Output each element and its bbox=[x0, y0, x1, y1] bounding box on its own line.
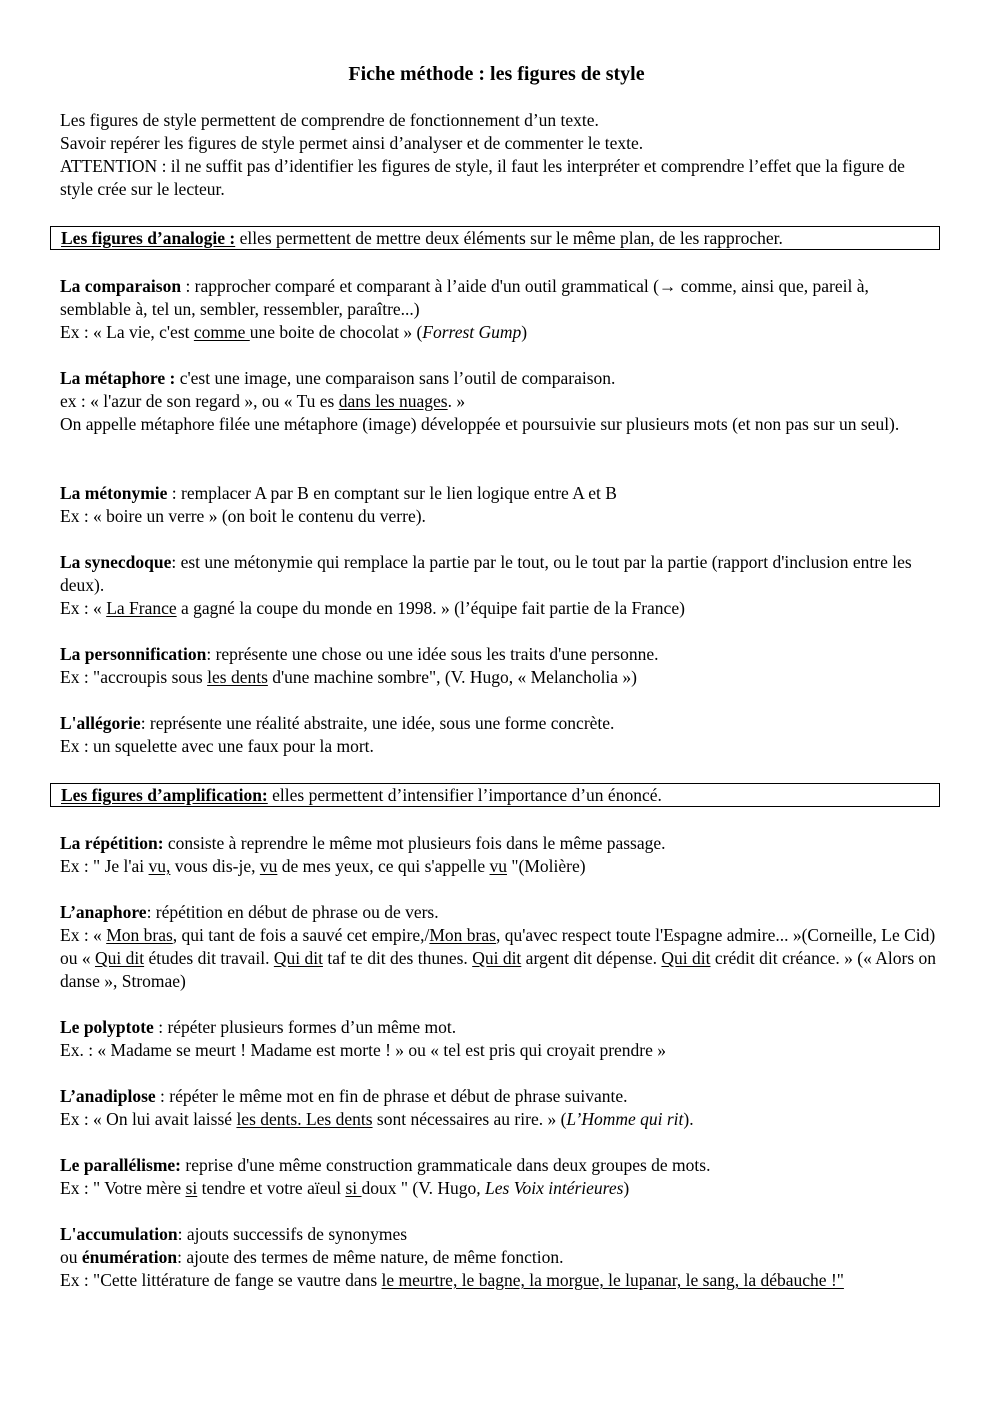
ex-anadiplose-u: les dents. Les dents bbox=[236, 1109, 373, 1129]
def-parallelisme: reprise d'une même construction grammaticale dans deux groupes de mots. bbox=[181, 1155, 711, 1175]
def-enumeration: : ajoute des termes de même nature, de même fonction. bbox=[177, 1247, 564, 1267]
ex-anaphore-d: études dit travail. bbox=[144, 948, 274, 968]
ex-comparaison-u: comme bbox=[193, 322, 250, 342]
ex-comparaison-a: Ex : « La vie, c'est bbox=[60, 322, 194, 342]
def-metonymie: : remplacer A par B en comptant sur le lien logique entre A et B bbox=[167, 483, 617, 503]
ex-anaphore-a: Ex : « bbox=[60, 925, 107, 945]
ex-parallelisme-b: tendre et votre aïeul bbox=[197, 1178, 346, 1198]
polyptote-block bbox=[60, 1016, 940, 1062]
parallelisme-block bbox=[60, 1154, 940, 1200]
comparaison-block bbox=[60, 275, 940, 344]
ex-anadiplose-b: sont nécessaires au rire. » ( bbox=[372, 1109, 567, 1129]
ex-metonymie: Ex : « boire un verre » (on boit le contenu du verre). bbox=[60, 506, 426, 526]
ex-parallelisme-a: Ex : " Votre mère bbox=[60, 1178, 186, 1198]
def-comparaison: : rapprocher comparé et comparant à l’aide d'un outil grammatical (→ comme, ainsi que, pareil à, semblable à, tel un, sembler, ressembler, paraître...) bbox=[60, 276, 869, 319]
ex-synecdoque-a: Ex : « bbox=[60, 598, 107, 618]
heading-analogie-rest: elles permettent de mettre deux éléments sur le même plan, de les rapprocher. bbox=[235, 228, 783, 248]
metonymie-block bbox=[60, 482, 940, 528]
ex-repetition-a: Ex : " Je l'ai bbox=[60, 856, 149, 876]
intro-line-1: Les figures de style permettent de comprendre de fonctionnement d’un texte. bbox=[60, 110, 599, 130]
ex-synecdoque-u: La France bbox=[106, 598, 177, 618]
accumulation-block bbox=[60, 1223, 940, 1292]
ex-personnification-u: les dents bbox=[207, 667, 268, 687]
ex-repetition-b: vous dis-je, bbox=[170, 856, 260, 876]
ex-anaphore-f: argent dit dépense. bbox=[521, 948, 662, 968]
ex-anaphore-u1: Mon bras bbox=[106, 925, 173, 945]
ex-parallelisme-u1: si bbox=[185, 1178, 198, 1198]
ex-anaphore-e: taf te dit des thunes. bbox=[322, 948, 473, 968]
def-accumulation: : ajouts successifs de synonymes bbox=[177, 1224, 408, 1244]
term-parallelisme: Le parallélisme: bbox=[60, 1155, 182, 1175]
ex-parallelisme-u2: si bbox=[345, 1178, 362, 1198]
repetition-block bbox=[60, 832, 940, 878]
def-personnification: : représente une chose ou une idée sous les traits d'une personne. bbox=[206, 644, 659, 664]
ex-repetition-u3: vu bbox=[489, 856, 507, 876]
ex-anaphore-b: , qui tant de fois a sauvé cet empire,/ bbox=[172, 925, 430, 945]
anaphore-block bbox=[60, 901, 940, 993]
term-repetition: La répétition: bbox=[60, 833, 164, 853]
def-metaphore: c'est une image, une comparaison sans l’outil de comparaison. bbox=[175, 368, 616, 388]
ex-parallelisme-d: ) bbox=[623, 1178, 630, 1198]
ex-anaphore-u4: Qui dit bbox=[273, 948, 323, 968]
def-anadiplose: : répéter le même mot en fin de phrase et début de phrase suivante. bbox=[155, 1086, 628, 1106]
heading-amplification: Les figures d’amplification: bbox=[61, 785, 268, 805]
ex-personnification-a: Ex : "accroupis sous bbox=[60, 667, 208, 687]
term-anadiplose: L’anadiplose bbox=[60, 1086, 156, 1106]
ex-accumulation-a: Ex : "Cette littérature de fange se vautre dans bbox=[60, 1270, 382, 1290]
ex-anaphore-g: crédit dit créance. » (« Alors on danse », Stromae) bbox=[60, 948, 937, 991]
synecdoque-block bbox=[60, 551, 940, 620]
term-metonymie: La métonymie bbox=[60, 483, 168, 503]
ex-repetition-d: "(Molière) bbox=[507, 856, 586, 876]
ex-anaphore-u6: Qui dit bbox=[661, 948, 711, 968]
section-heading-analogie bbox=[50, 226, 940, 250]
ex-repetition-u1: vu, bbox=[148, 856, 171, 876]
ex-anadiplose-c: ). bbox=[683, 1109, 694, 1129]
ex-repetition-u2: vu bbox=[259, 856, 278, 876]
intro-line-3: ATTENTION : il ne suffit pas d’identifier les figures de style, il faut les interpréter et comprendre l’effet que la figure de style crée sur le lecteur. bbox=[60, 156, 905, 199]
ex-anaphore-u5: Qui dit bbox=[472, 948, 522, 968]
def-synecdoque: : est une métonymie qui remplace la partie par le tout, ou le tout par la partie (rapport d'inclusion entre les deux). bbox=[60, 552, 912, 595]
ex-polyptote: Ex. : « Madame se meurt ! Madame est morte ! » ou « tel est pris qui croyait prendre » bbox=[60, 1040, 667, 1060]
term-polyptote: Le polyptote bbox=[60, 1017, 154, 1037]
ex-metaphore-b: . » bbox=[447, 391, 466, 411]
term-allegorie: L'allégorie bbox=[60, 713, 141, 733]
term-synecdoque: La synecdoque bbox=[60, 552, 172, 572]
ex-allegorie: Ex : un squelette avec une faux pour la mort. bbox=[60, 736, 374, 756]
ex-accumulation-u: le meurtre, le bagne, la morgue, le lupanar, le sang, la débauche !" bbox=[381, 1270, 844, 1290]
heading-amplification-rest: elles permettent d’intensifier l’importance d’un énoncé. bbox=[267, 785, 662, 805]
metaphore-block bbox=[60, 367, 940, 436]
heading-analogie: Les figures d’analogie : bbox=[61, 228, 236, 248]
ex-repetition-c: de mes yeux, ce qui s'appelle bbox=[277, 856, 490, 876]
term-personnification: La personnification bbox=[60, 644, 207, 664]
allegorie-block bbox=[60, 712, 940, 758]
ex-anaphore-u2: Mon bras bbox=[429, 925, 496, 945]
ex-parallelisme-c: doux " (V. Hugo bbox=[361, 1178, 477, 1198]
term-metaphore: La métaphore : bbox=[60, 368, 176, 388]
term-comparaison: La comparaison bbox=[60, 276, 182, 296]
ex-anadiplose-i: L’Homme qui rit bbox=[566, 1109, 684, 1129]
section-heading-amplification bbox=[50, 783, 940, 807]
ex-anaphore-c: , qu'avec respect toute l'Espagne admire... »(Corneille, Le Cid) ou « bbox=[60, 925, 936, 968]
ex-personnification-b: d'une machine sombre", (V. Hugo, « Melancholia ») bbox=[267, 667, 638, 687]
def-repetition: consiste à reprendre le même mot plusieurs fois dans le même passage. bbox=[163, 833, 666, 853]
intro-line-2: Savoir repérer les figures de style permet ainsi d’analyser et de commenter le texte. bbox=[60, 133, 644, 153]
ex-comparaison-i: Forrest Gump bbox=[422, 322, 522, 342]
def-polyptote: : répéter plusieurs formes d’un même mot. bbox=[153, 1017, 457, 1037]
ex-comparaison-c: ) bbox=[521, 322, 528, 342]
or-enumeration: ou bbox=[60, 1247, 82, 1267]
ex-metaphore-u: dans les nuages bbox=[338, 391, 448, 411]
def-anaphore: : répétition en début de phrase ou de vers. bbox=[146, 902, 439, 922]
ex-anaphore-u3: Qui dit bbox=[95, 948, 145, 968]
def-allegorie: : représente une réalité abstraite, une idée, sous une forme concrète. bbox=[140, 713, 615, 733]
term-accumulation: L'accumulation bbox=[60, 1224, 178, 1244]
ex-comparaison-b: une boite de chocolat » ( bbox=[249, 322, 423, 342]
personnification-block bbox=[60, 643, 940, 689]
page-title: Fiche méthode : les figures de style bbox=[348, 63, 645, 85]
ex-synecdoque-b: a gagné la coupe du monde en 1998. » (l’équipe fait partie de la France) bbox=[176, 598, 685, 618]
intro bbox=[60, 109, 940, 201]
ex-parallelisme-i: , Les Voix intérieures bbox=[476, 1178, 624, 1198]
anadiplose-block bbox=[60, 1085, 940, 1131]
term-anaphore: L’anaphore bbox=[60, 902, 147, 922]
note-metaphore: On appelle métaphore filée une métaphore (image) développée et poursuivie sur plusieurs mots (et non pas sur un seul). bbox=[60, 414, 900, 434]
term-enumeration: énumération bbox=[81, 1247, 178, 1267]
ex-anadiplose-a: Ex : « On lui avait laissé bbox=[60, 1109, 237, 1129]
ex-metaphore-a: ex : « l'azur de son regard », ou « Tu es bbox=[60, 391, 339, 411]
